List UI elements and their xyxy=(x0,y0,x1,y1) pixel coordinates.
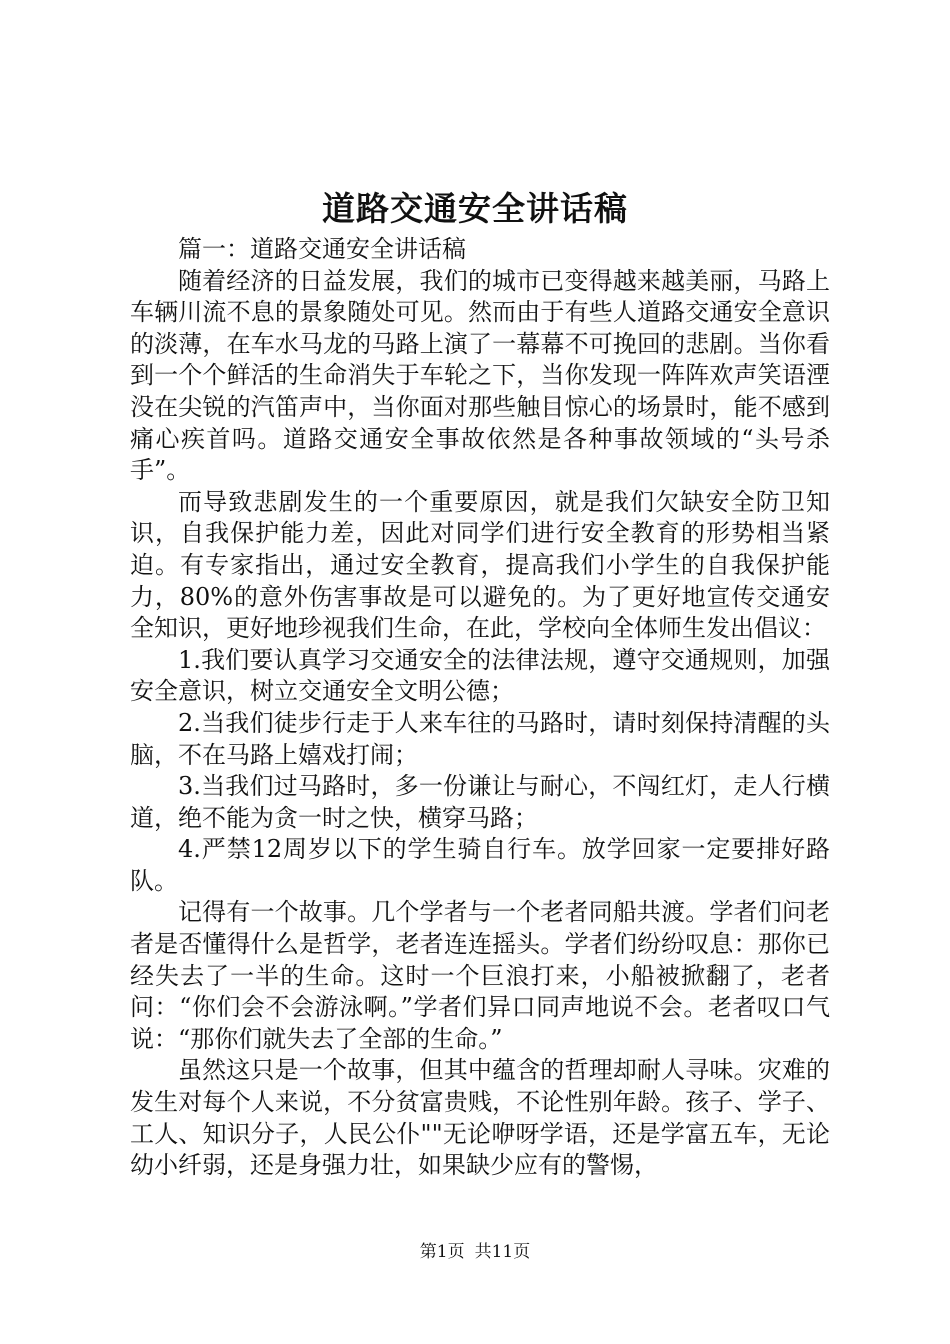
list-item: 1.我们要认真学习交通安全的法律法规，遵守交通规则，加强安全意识，树立交通安全文明公德； xyxy=(130,645,830,706)
list-item: 2.当我们徒步行走于人来车往的马路时，请时刻保持清醒的头脑，不在马路上嬉戏打闹； xyxy=(130,708,830,769)
list-item: 3.当我们过马路时，多一份谦让与耐心，不闯红灯，走人行横道，绝不能为贪一时之快，横穿马路； xyxy=(130,772,830,832)
page-footer xyxy=(0,1241,950,1263)
paragraph: 虽然这只是一个故事，但其中蕴含的哲理却耐人寻味。灾难的发生对每个人来说，不分贫富贵贱，不论性别年龄。孩子、学子、工人、知识分子，人民公仆""无论咿呀学语，还是学富五车，无论幼小纤弱，还是身强力壮，如果缺少应有的警惕， xyxy=(130,1056,830,1180)
paragraph: 记得有一个故事。几个学者与一个老者同船共渡。学者们问老者是否懂得什么是哲学，老者连连摇头。学者们纷纷叹息：那你已经失去了一半的生命。这时一个巨浪打来，小船被掀翻了，老者问：“你们会不会游泳啊。”学者们异口同声地说不会。老者叹口气说：“那你们就失去了全部的生命。” xyxy=(130,898,830,1053)
document-title: 道路交通安全讲话稿 xyxy=(322,189,628,228)
list-item: 4.严禁12周岁以下的学生骑自行车。放学回家一定要排好路队。 xyxy=(130,835,830,895)
document-body xyxy=(130,234,830,1182)
paragraph: 随着经济的日益发展，我们的城市已变得越来越美丽，马路上车辆川流不息的景象随处可见。然而由于有些人道路交通安全意识的淡薄，在车水马龙的马路上演了一幕幕不可挽回的悲剧。当你看到一个个鲜活的生命消失于车轮之下，当你发现一阵阵欢声笑语湮没在尖锐的汽笛声中，当你面对那些触目惊心的场景时，能不感到痛心疾首吗。道路交通安全事故依然是各种事故领域的“头号杀手”。 xyxy=(130,266,830,485)
section-heading: 篇一：道路交通安全讲话稿 xyxy=(178,235,466,263)
page-number: 第1页 xyxy=(419,1242,465,1262)
paragraph: 而导致悲剧发生的一个重要原因，就是我们欠缺安全防卫知识，自我保护能力差，因此对同学们进行安全教育的形势相当紧迫。有专家指出，通过安全教育，提高我们小学生的自我保护能力，80%的意外伤害事故是可以避免的。为了更好地宣传交通安全知识，更好地珍视我们生命，在此，学校向全体师生发出倡议： xyxy=(130,487,830,643)
page-total: 共11页 xyxy=(474,1242,531,1262)
